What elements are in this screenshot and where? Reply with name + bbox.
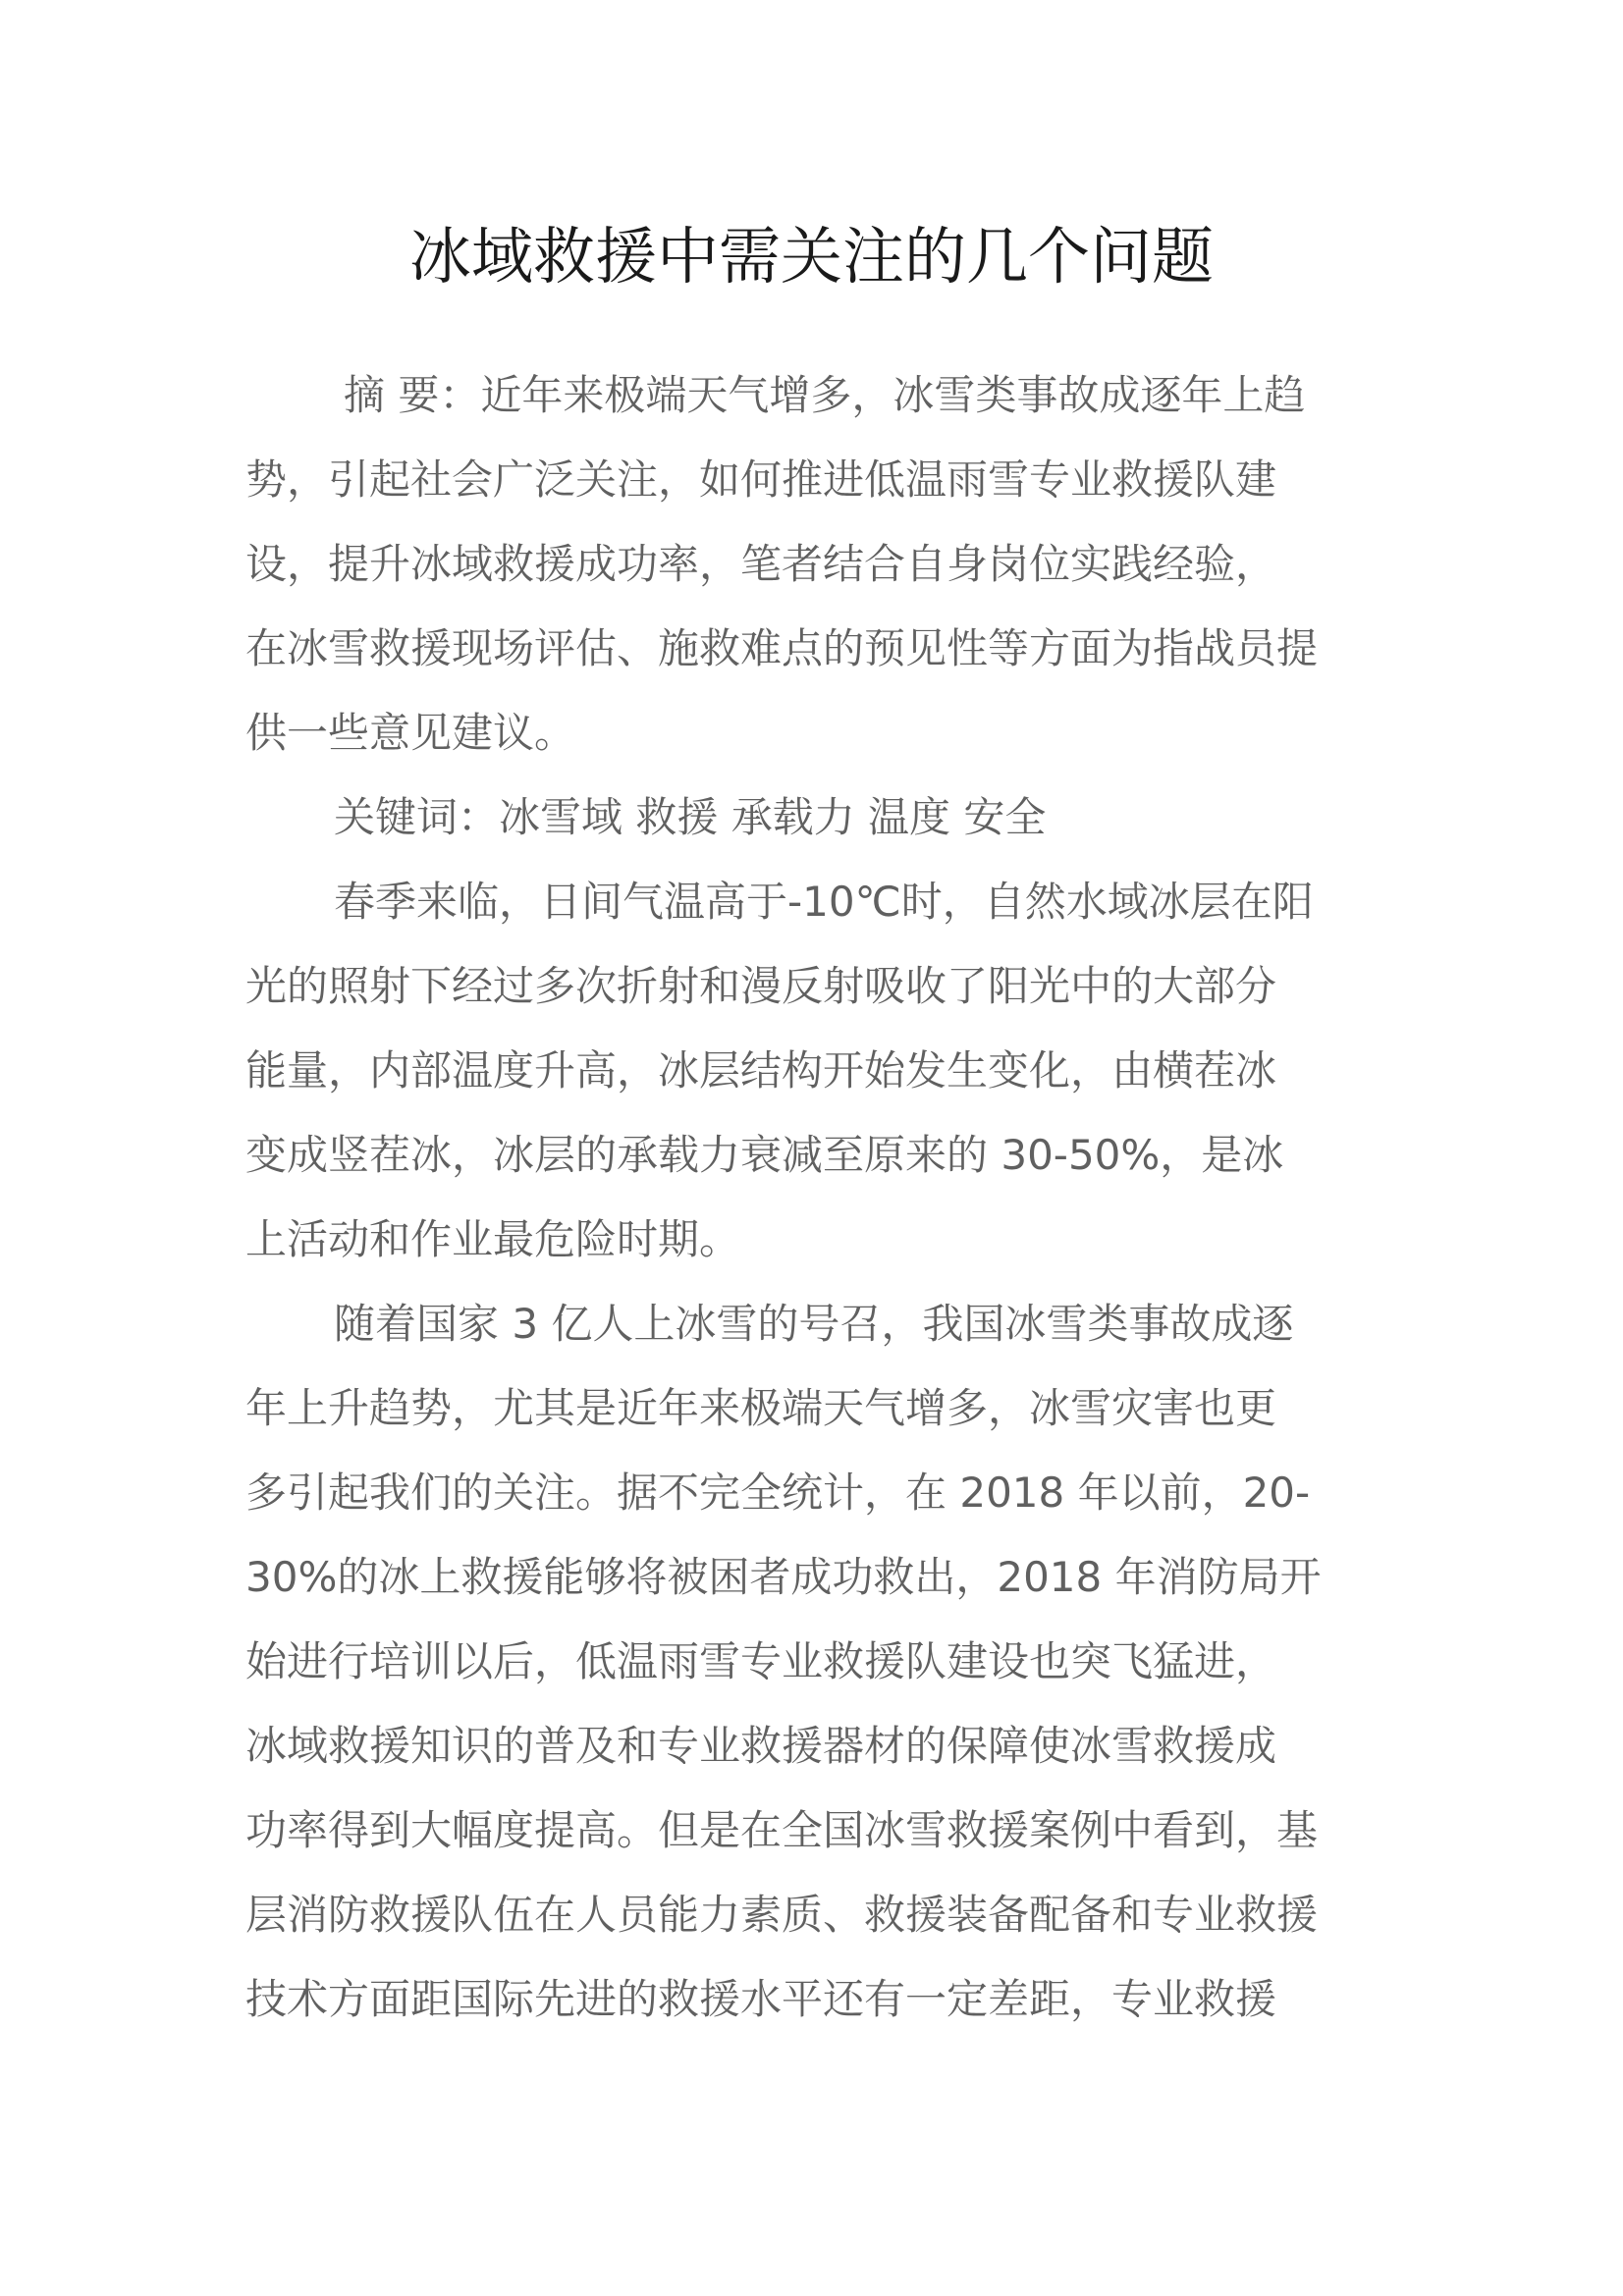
page-title: 冰域救援中需关注的几个问题 (409, 221, 1214, 293)
document-body (245, 353, 1394, 2042)
paragraph-line: 上活动和作业最危险时期。 (245, 1215, 741, 1263)
paragraph-line: 层消防救援队伍在人员能力素质、救援装备配备和专业救援 (245, 1891, 1319, 1939)
paragraph-line: 技术方面距国际先进的救援水平还有一定差距，专业救援 (245, 1975, 1277, 2023)
abstract-line: 摘 要：近年来极端天气增多，冰雪类事故成逐年上趋 (344, 371, 1306, 419)
paragraph-line: 冰域救援知识的普及和专业救援器材的保障使冰雪救援成 (245, 1722, 1277, 1770)
paragraph-line: 多引起我们的关注。据不完全统计，在 2018 年以前，20- (245, 1468, 1311, 1517)
paragraph-line: 光的照射下经过多次折射和漫反射吸收了阳光中的大部分 (245, 962, 1277, 1010)
paragraph-line: 变成竖茬冰，冰层的承载力衰减至原来的 30-50%，是冰 (245, 1131, 1284, 1179)
abstract-line: 势，引起社会广泛关注，如何推进低温雨雪专业救援队建 (245, 455, 1277, 504)
abstract-line: 供一些意见建议。 (245, 709, 576, 757)
abstract-line: 设，提升冰域救援成功率，笔者结合自身岗位实践经验， (245, 540, 1277, 588)
keywords-line: 关键词：冰雪域 救援 承载力 温度 安全 (334, 793, 1047, 841)
paragraph-line: 功率得到大幅度提高。但是在全国冰雪救援案例中看到，基 (245, 1806, 1319, 1854)
abstract-line: 在冰雪救援现场评估、施救难点的预见性等方面为指战员提 (245, 624, 1319, 672)
paragraph-line: 年上升趋势，尤其是近年来极端天气增多，冰雪灾害也更 (245, 1384, 1277, 1432)
paragraph-line: 30%的冰上救援能够将被困者成功救出，2018 年消防局开 (245, 1553, 1322, 1601)
paragraph-line: 能量，内部温度升高，冰层结构开始发生变化，由横茬冰 (245, 1046, 1277, 1095)
paragraph-line: 随着国家 3 亿人上冰雪的号召，我国冰雪类事故成逐 (334, 1300, 1294, 1348)
paragraph-line: 春季来临，日间气温高于-10℃时，自然水域冰层在阳 (334, 878, 1314, 926)
paragraph-line: 始进行培训以后，低温雨雪专业救援队建设也突飞猛进， (245, 1637, 1277, 1685)
